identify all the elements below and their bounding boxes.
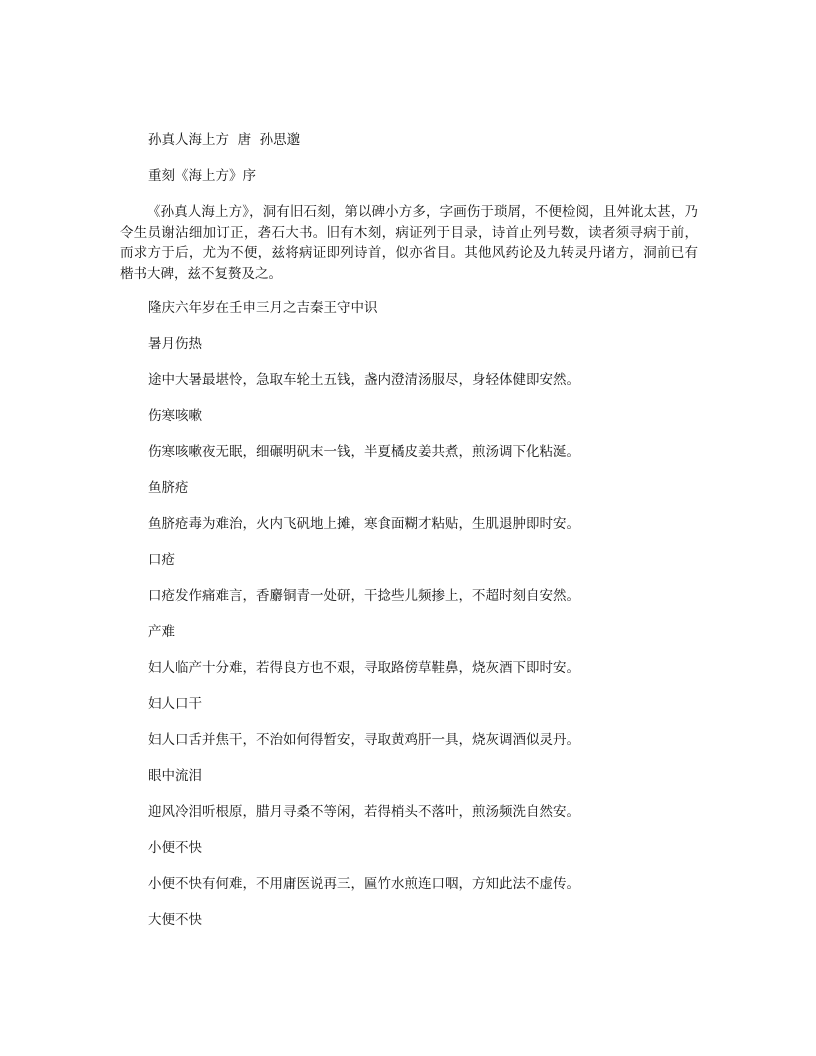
entry-text: 迎风冷泪听根原，腊月寻桑不等闲，若得梢头不落叶，煎汤频洗自然安。 <box>148 804 580 820</box>
entry-title: 眼中流泪 <box>148 768 202 784</box>
document-title: 孙真人海上方 唐 孙思邈 <box>148 132 301 148</box>
entry-title: 口疮 <box>148 552 175 568</box>
entry-title: 妇人口干 <box>148 696 202 712</box>
entry-title: 暑月伤热 <box>148 336 202 352</box>
preface-signature: 隆庆六年岁在壬申三月之吉秦王守中识 <box>148 300 378 316</box>
preface-heading: 重刻《海上方》序 <box>148 168 256 184</box>
entry-text: 口疮发作痛难言，香麝铜青一处研，干捻些儿频掺上，不超时刻自安然。 <box>148 588 580 604</box>
entry-text: 鱼脐疮毒为难治，火内飞矾地上摊，寒食面糊才粘贴，生肌退肿即时安。 <box>148 516 580 532</box>
entry-title: 产难 <box>148 624 175 640</box>
preface-body: 《孙真人海上方》，洞有旧石刻，第以碑小方多，字画伤于琐屑，不便检阅，且舛讹太甚，乃令生员谢沾细加订正，砻石大书。旧有木刻，病证列于目录，诗首止列号数，读者须寻病于前，而求方于后，尤为不便，兹将病证即列诗首，似亦省目。其他风药论及九转灵丹诸方，洞前已有楷书大碑，兹不复赘及之。 <box>120 204 698 282</box>
entry-text: 途中大暑最堪怜，急取车轮土五钱，盏内澄清汤服尽，身轻体健即安然。 <box>148 372 580 388</box>
entry-text: 妇人临产十分难，若得良方也不艰，寻取路傍草鞋鼻，烧灰酒下即时安。 <box>148 660 580 676</box>
entry-title: 鱼脐疮 <box>148 480 189 496</box>
entry-text: 小便不快有何难，不用庸医说再三，匾竹水煎连口咽，方知此法不虚传。 <box>148 876 580 892</box>
entry-text: 伤寒咳嗽夜无眠，细碾明矾末一钱，半夏橘皮姜共煮，煎汤调下化粘涎。 <box>148 444 580 460</box>
document-page <box>120 130 698 946</box>
entry-title: 大便不快 <box>148 912 202 928</box>
entry-title: 小便不快 <box>148 840 202 856</box>
entry-title: 伤寒咳嗽 <box>148 408 202 424</box>
entry-text: 妇人口舌并焦干，不治如何得暂安，寻取黄鸡肝一具，烧灰调酒似灵丹。 <box>148 732 580 748</box>
